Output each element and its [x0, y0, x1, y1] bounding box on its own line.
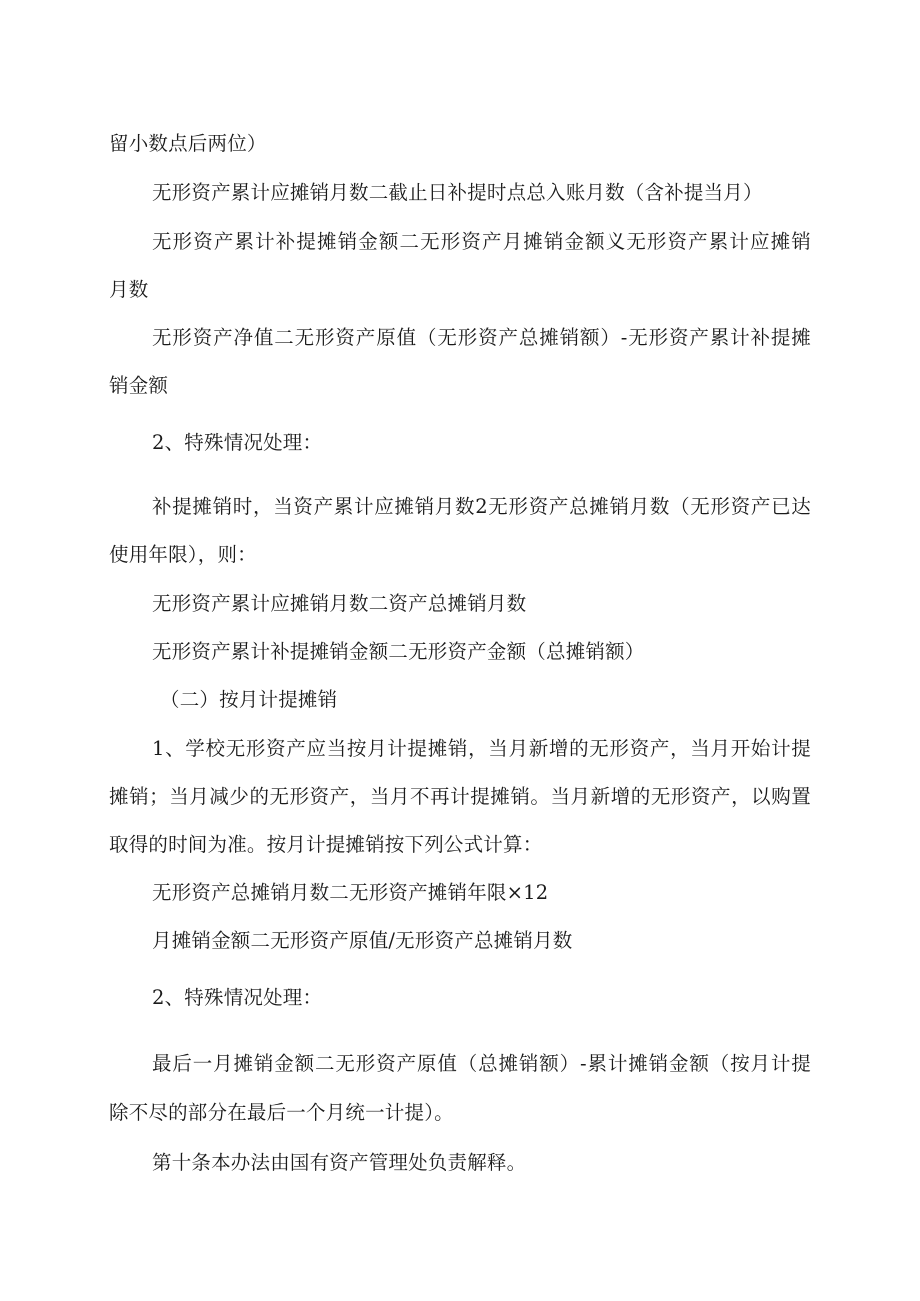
text-line: 1、学校无形资产应当按月计提摊销，当月新增的无形资产，当月开始计提 [152, 737, 811, 760]
section-heading: 2、特殊情况处理： [152, 986, 323, 1009]
text-line: 最后一月摊销金额二无形资产原值（总摊销额）-累计摊销金额（按月计提 [152, 1052, 811, 1075]
text-line: 使用年限），则： [109, 543, 257, 566]
text-line: 无形资产累计补提摊销金额二无形资产金额（总摊销额） [152, 640, 645, 663]
text-line: 无形资产累计应摊销月数二截止日补提时点总入账月数（含补提当月） [152, 181, 763, 204]
text-line: 取得的时间为准。按月计提摊销按下列公式计算： [109, 833, 543, 856]
text-line: 摊销；当月减少的无形资产，当月不再计提摊销。当月新增的无形资产，以购置 [109, 785, 811, 808]
section-heading: （二）按月计提摊销 [160, 688, 338, 711]
text-line: 无形资产总摊销月数二无形资产摊销年限×12 [152, 881, 549, 904]
text-line: 无形资产累计补提摊销金额二无形资产月摊销金额义无形资产累计应摊销 [152, 230, 811, 253]
text-line: 补提摊销时，当资产累计应摊销月数2无形资产总摊销月数（无形资产已达 [152, 495, 811, 518]
section-heading: 2、特殊情况处理： [152, 431, 323, 454]
text-line: 销金额 [109, 374, 169, 397]
text-line: 除不尽的部分在最后一个月统一计提）。 [109, 1101, 454, 1124]
text-line: 月摊销金额二无形资产原值/无形资产总摊销月数 [152, 929, 573, 952]
text-line: 无形资产净值二无形资产原值（无形资产总摊销额）-无形资产累计补提摊 [152, 326, 811, 349]
text-line: 无形资产累计应摊销月数二资产总摊销月数 [152, 592, 527, 615]
text-line: 第十条本办法由国有资产管理处负责解释。 [152, 1151, 527, 1174]
text-line: 月数 [109, 278, 149, 301]
text-line: 留小数点后两位） [109, 132, 267, 155]
